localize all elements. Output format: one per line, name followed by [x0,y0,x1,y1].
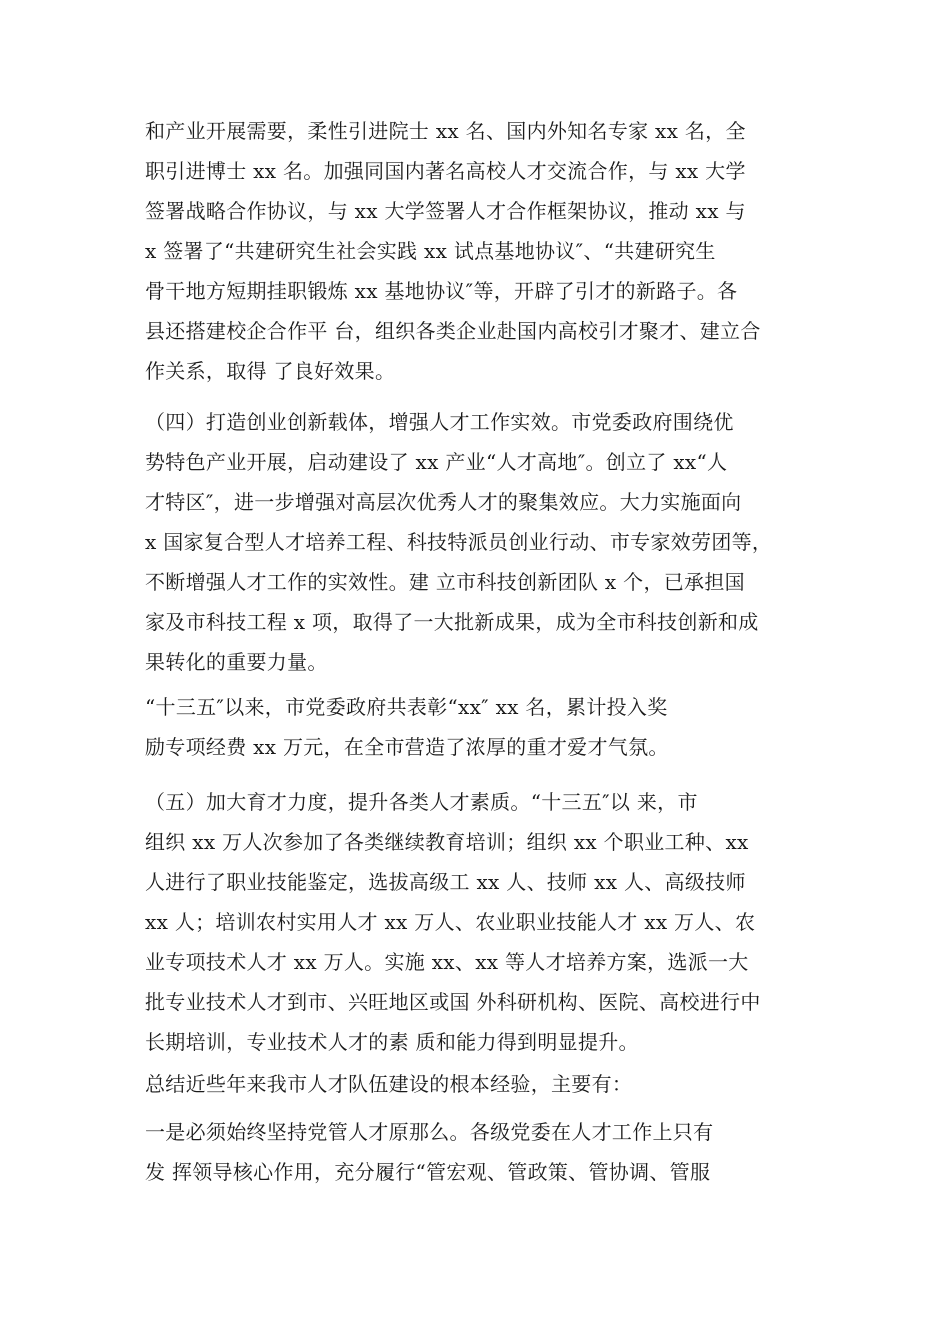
paragraph-talent-introduction [145,111,805,391]
text-line: 组织 xx 万人次参加了各类继续教育培训；组织 xx 个职业工种、xx [145,830,749,854]
text-line: “十三五″以来，市党委政府共表彰“xx″ xx 名，累计投入奖 [145,695,668,719]
text-line: 不断增强人才工作的实效性。建 立市科技创新团队 x 个，已承担国 [145,570,745,594]
paragraph-section-four [145,402,805,682]
text-line: 势特色产业开展，启动建设了 xx 产业“人才高地″。创立了 xx“人 [145,450,728,474]
text-line: x 国家复合型人才培养工程、科技特派员创业行动、市专家效劳团等， [145,530,773,554]
text-line: 一是必须始终坚持党管人才原那么。各级党委在人才工作上只有 [145,1120,714,1144]
text-line: （五）加大育才力度，提升各类人才素质。“十三五″以 来，市 [145,790,698,814]
text-line: 才特区″，进一步增强对高层次优秀人才的聚集效应。大力实施面向 [145,490,742,514]
text-line: 励专项经费 xx 万元，在全市营造了浓厚的重才爱才气氛。 [145,735,669,759]
text-line: 和产业开展需要，柔性引进院士 xx 名、国内外知名专家 xx 名，全 [145,119,746,143]
paragraph-commendation [145,687,805,767]
text-line: （四）打造创业创新载体，增强人才工作实效。市党委政府围绕优 [145,410,734,434]
text-line: 人进行了职业技能鉴定，选拔高级工 xx 人、技师 xx 人、高级技师 [145,870,746,894]
text-line: 长期培训，专业技术人才的素 质和能力得到明显提升。 [145,1030,639,1054]
text-line: x 签署了“共建研究生社会实践 xx 试点基地协议″、“共建研究生 [145,239,716,263]
text-line: 签署战略合作协议，与 xx 大学签署人才合作框架协议，推动 xx 与 [145,199,746,223]
paragraph-section-five [145,782,805,1062]
text-line: 骨干地方短期挂职锻炼 xx 基地协议″等，开辟了引才的新路子。各 [145,279,738,303]
text-line: 业专项技术人才 xx 万人。实施 xx、xx 等人才培养方案，选派一大 [145,950,749,974]
text-line: 县还搭建校企合作平 台，组织各类企业赴国内高校引才聚才、建立合 [145,319,761,343]
text-line: 果转化的重要力量。 [145,650,328,674]
paragraph-experience-one [145,1112,805,1192]
text-line: 总结近些年来我市人才队伍建设的根本经验，主要有： [145,1072,633,1096]
text-line: 发 挥领导核心作用，充分履行“管宏观、管政策、管协调、管服 [145,1160,711,1184]
text-line: xx 人；培训农村实用人才 xx 万人、农业职业技能人才 xx 万人、农 [145,910,756,934]
text-line: 职引进博士 xx 名。加强同国内著名高校人才交流合作，与 xx 大学 [145,159,746,183]
paragraph-summary-intro [145,1064,805,1104]
text-line: 家及市科技工程 x 项，取得了一大批新成果，成为全市科技创新和成 [145,610,759,634]
text-line: 作关系，取得 了良好效果。 [145,359,396,383]
text-line: 批专业技术人才到市、兴旺地区或国 外科研机构、医院、高校进行中 [145,990,761,1014]
